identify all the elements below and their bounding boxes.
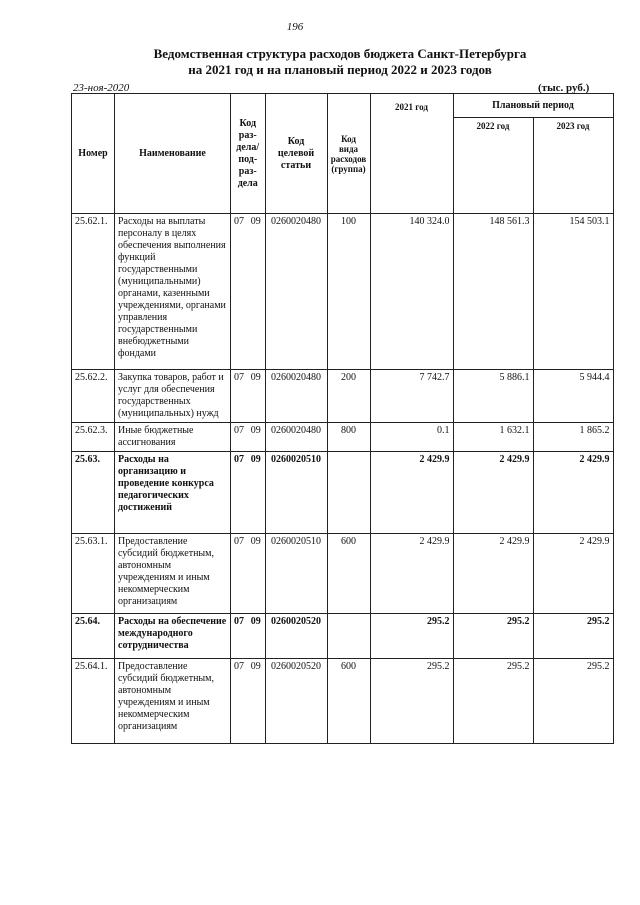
row-number: 25.63.	[72, 452, 115, 534]
title-line-2: на 2021 год и на плановый период 2022 и 2023 годов	[188, 62, 492, 77]
table-row	[72, 659, 614, 744]
row-expense-type	[327, 452, 370, 534]
header-2023: 2023 год	[533, 118, 613, 214]
header-planned-period: Плановый период	[453, 94, 613, 118]
row-number: 25.62.2.	[72, 370, 115, 423]
row-value-2021: 7 742.7	[370, 370, 453, 423]
row-value-2022: 148 561.3	[453, 214, 533, 370]
row-number: 25.64.1.	[72, 659, 115, 744]
row-value-2021: 0.1	[370, 423, 453, 452]
row-value-2022: 2 429.9	[453, 534, 533, 614]
row-value-2021: 2 429.9	[370, 452, 453, 534]
row-target-code: 0260020510	[265, 534, 327, 614]
row-expense-type: 600	[327, 534, 370, 614]
row-value-2022: 5 886.1	[453, 370, 533, 423]
budget-table	[71, 93, 614, 744]
header-expense-type: Код вида расходов (группа)	[327, 94, 370, 214]
row-section: 07	[231, 423, 248, 452]
row-section: 07	[231, 370, 248, 423]
row-name: Расходы на выплаты персоналу в целях обеспечения выполнения функций государственными (муниципальными) органами, казенными учреждениями, органами управления государственными внебюджетными фондами	[115, 214, 231, 370]
table-row	[72, 534, 614, 614]
row-value-2022: 1 632.1	[453, 423, 533, 452]
row-section: 07	[231, 534, 248, 614]
row-expense-type: 200	[327, 370, 370, 423]
document-date: 23-ноя-2020	[73, 82, 130, 94]
row-number: 25.62.1.	[72, 214, 115, 370]
row-target-code: 0260020510	[265, 452, 327, 534]
row-value-2022: 2 429.9	[453, 452, 533, 534]
row-expense-type	[327, 614, 370, 659]
row-expense-type: 600	[327, 659, 370, 744]
table-row	[72, 423, 614, 452]
row-value-2022: 295.2	[453, 614, 533, 659]
header-name: Наименование	[115, 94, 231, 214]
row-subsection: 09	[247, 452, 265, 534]
row-value-2021: 2 429.9	[370, 534, 453, 614]
row-number: 25.64.	[72, 614, 115, 659]
row-subsection: 09	[247, 534, 265, 614]
row-name: Расходы на обеспечение международного сотрудничества	[115, 614, 231, 659]
row-value-2023: 295.2	[533, 614, 613, 659]
row-target-code: 0260020520	[265, 659, 327, 744]
document-title	[100, 46, 580, 78]
row-expense-type: 800	[327, 423, 370, 452]
row-expense-type: 100	[327, 214, 370, 370]
table-row	[72, 614, 614, 659]
row-target-code: 0260020480	[265, 214, 327, 370]
row-value-2021: 295.2	[370, 659, 453, 744]
header-section-code: Код раз-дела/ под-раз-дела	[231, 94, 266, 214]
row-value-2023: 2 429.9	[533, 534, 613, 614]
row-name: Предоставление субсидий бюджетным, автономным учреждениям и иным некоммерческим организациям	[115, 659, 231, 744]
row-value-2023: 1 865.2	[533, 423, 613, 452]
row-subsection: 09	[247, 423, 265, 452]
table-row	[72, 214, 614, 370]
row-value-2023: 154 503.1	[533, 214, 613, 370]
units-label: (тыс. руб.)	[538, 82, 590, 94]
row-subsection: 09	[247, 614, 265, 659]
row-section: 07	[231, 614, 248, 659]
row-value-2021: 295.2	[370, 614, 453, 659]
row-target-code: 0260020480	[265, 370, 327, 423]
table-row	[72, 452, 614, 534]
row-name: Предоставление субсидий бюджетным, автономным учреждениям и иным некоммерческим организациям	[115, 534, 231, 614]
row-target-code: 0260020480	[265, 423, 327, 452]
row-value-2022: 295.2	[453, 659, 533, 744]
row-value-2021: 140 324.0	[370, 214, 453, 370]
row-subsection: 09	[247, 659, 265, 744]
row-subsection: 09	[247, 214, 265, 370]
row-number: 25.63.1.	[72, 534, 115, 614]
row-value-2023: 2 429.9	[533, 452, 613, 534]
row-section: 07	[231, 452, 248, 534]
row-number: 25.62.3.	[72, 423, 115, 452]
title-line-1: Ведомственная структура расходов бюджета Санкт-Петербурга	[153, 46, 527, 61]
row-section: 07	[231, 659, 248, 744]
row-subsection: 09	[247, 370, 265, 423]
header-2022: 2022 год	[453, 118, 533, 214]
header-2021: 2021 год	[370, 94, 453, 214]
row-target-code: 0260020520	[265, 614, 327, 659]
row-value-2023: 5 944.4	[533, 370, 613, 423]
row-section: 07	[231, 214, 248, 370]
page-number: 196	[286, 21, 304, 33]
row-name: Закупка товаров, работ и услуг для обеспечения государственных (муниципальных) нужд	[115, 370, 231, 423]
header-number: Номер	[72, 94, 115, 214]
row-name: Расходы на организацию и проведение конкурса педагогических достижений	[115, 452, 231, 534]
header-target-code: Код целевой статьи	[265, 94, 327, 214]
row-name: Иные бюджетные ассигнования	[115, 423, 231, 452]
row-value-2023: 295.2	[533, 659, 613, 744]
table-row	[72, 370, 614, 423]
